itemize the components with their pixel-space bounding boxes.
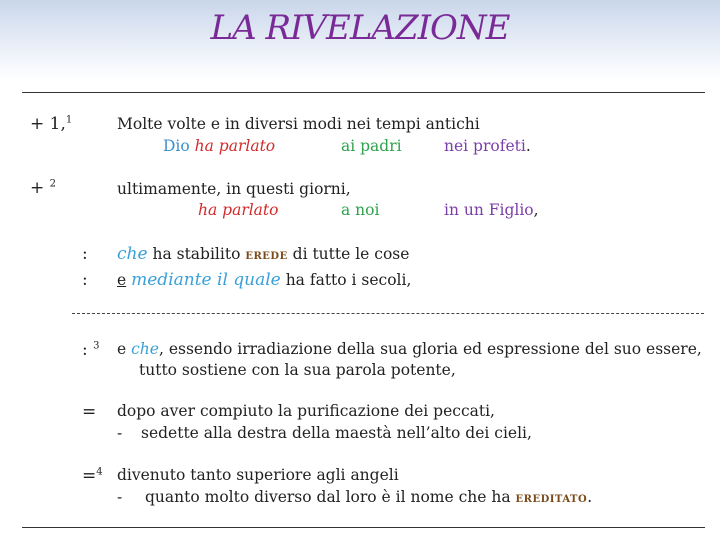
verse-5-line-2: sedette alla destra della maestà nell’alto dei cieli, [141,424,532,442]
colon-marker-1: : [82,244,88,264]
word-nei-profeti: nei profeti. [444,137,531,155]
page-title: LA RIVELAZIONE [210,8,510,48]
verse-1-line-1: Molte volte e in diversi modi nei tempi antichi [117,115,480,133]
word-che-2: che [131,340,159,358]
verse-3-line-2: e mediante il quale ha fatto i secoli, [117,270,412,290]
verse-4-line-2: tutto sostiene con la sua parola potente, [139,361,456,379]
verse-5-dash: - [117,424,123,442]
verse-5-line-1: dopo aver compiuto la purificazione dei peccati, [117,402,495,420]
verse-3-line-1: che ha stabilito erede di tutte le cose [117,244,410,264]
dashed-divider [72,313,704,314]
verse-6-line-1: divenuto tanto superiore agli angeli [117,466,399,484]
word-ha-parlato: ha parlato [194,137,276,155]
word-in-un-figlio: in un Figlio, [444,201,539,219]
verse-marker-1: + 1,$^1$ [30,114,73,134]
colon-marker-2: : [82,270,88,290]
equals-marker-2: =$^4$ [82,466,103,486]
word-ereditato: ereditato [515,490,588,506]
verse-6-line-2: quanto molto diverso dal loro è il nome che ha ereditato. [145,488,593,506]
verse-4-line-1: e che, essendo irradiazione della sua gloria ed espressione del suo essere, [117,340,702,358]
word-ai-padri: ai padri [341,137,402,155]
bottom-rule [22,527,705,528]
verse-2-line-1: ultimamente, in questi giorni, [117,180,351,198]
verse-marker-3: : $^3$ [82,340,100,360]
word-erede: erede [245,247,288,263]
word-a-noi: a noi [341,201,380,219]
word-dio: Dio [163,137,190,155]
top-rule [22,92,705,93]
word-ha-parlato-2: ha parlato [198,201,279,219]
word-che: che [117,244,148,264]
verse-marker-2: + $^2$ [30,178,57,198]
verse-1-line-2 [163,137,275,155]
verse-6-dash: - [117,488,123,506]
word-mediante-il-quale: mediante il quale [131,270,281,290]
equals-marker-1: = [82,402,97,422]
